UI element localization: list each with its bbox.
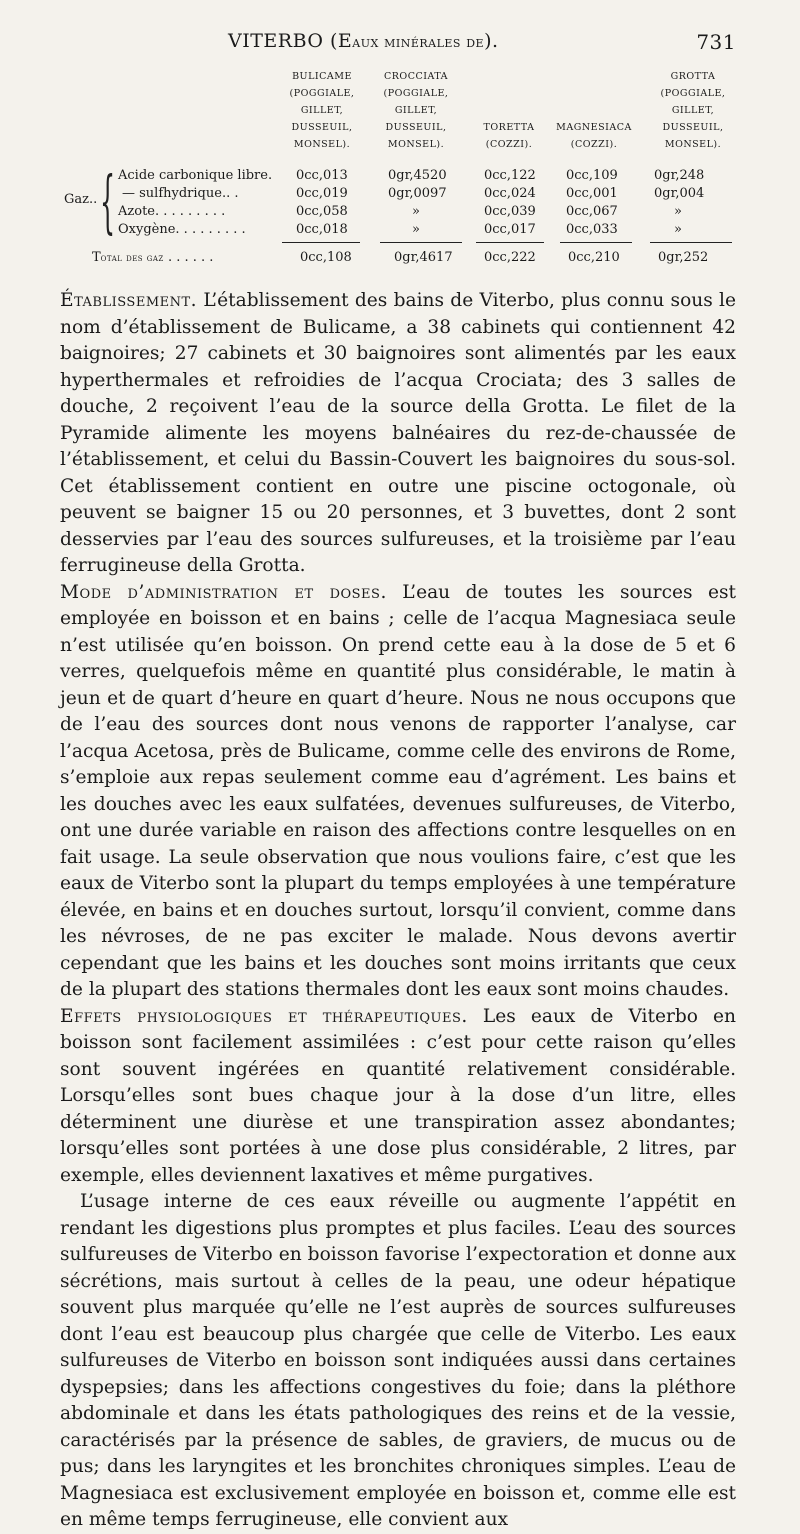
total-label <box>92 250 213 265</box>
col-line: BULICAME <box>292 71 352 82</box>
cell: 0cc,109 <box>566 168 618 183</box>
paragraph-etablissement <box>60 288 736 580</box>
sum-rule <box>380 242 462 243</box>
title-main: VITERBO ( <box>228 30 338 52</box>
section-heading: Établissement. <box>60 290 198 311</box>
paragraph-effets <box>60 1004 736 1190</box>
cell: 0cc,058 <box>296 204 348 219</box>
cell: 0gr,4520 <box>388 168 447 183</box>
cell: 0cc,013 <box>296 168 348 183</box>
col-line: DUSSEUIL, <box>291 122 353 133</box>
table-row <box>60 168 736 188</box>
cell: 0cc,017 <box>484 222 536 237</box>
col-line: MONSEL). <box>387 139 445 150</box>
col-line: MONSEL). <box>664 139 722 150</box>
body-text <box>60 288 736 1534</box>
running-title <box>228 30 499 52</box>
row-label: — sulfhydrique.. . <box>122 186 239 201</box>
sum-rule <box>476 242 544 243</box>
cell: 0cc,024 <box>484 186 536 201</box>
column-header-bulicame <box>282 68 362 153</box>
col-line: (COZZI). <box>485 139 533 150</box>
paragraph-mode-administration <box>60 580 736 1004</box>
cell: » <box>674 222 682 237</box>
paragraph-text: L’usage interne de ces eaux réveille ou augmente l’appétit en rendant les digestions plus promptes et plus faciles. L’eau des sources sulfureuses de Viterbo en boisson favorise l’expectoration et donne aux sécrétions, mais surtout à celles de la peau, une odeur hépatique souvent plus marquée qu’elle ne l’est auprès de sources sulfureuses dont l’eau est beaucoup plus chargée que celle de Viterbo. Les eaux sulfureuses de Viterbo en boisson sont indiquées aussi dans certaines dyspepsies; dans les affections congestives du foie; dans la pléthore abdominale et dans les états pathologiques des reins et de la vessie, caractérisés par la présence de sables, de graviers, de mucus ou de pus; dans les laryngites et les bronchites chroniques simples. L’eau de Magnesiaca est exclusivement employée en boisson et, comme elle est en même temps ferrugineuse, elle convient aux <box>60 1191 736 1530</box>
total-cell: 0gr,4617 <box>394 250 453 265</box>
cell: 0cc,039 <box>484 204 536 219</box>
title-end: ). <box>484 30 499 52</box>
col-line: (COZZI). <box>570 139 618 150</box>
total-cell: 0cc,108 <box>300 250 352 265</box>
col-line: DUSSEUIL, <box>385 122 447 133</box>
page-number: 731 <box>696 30 736 54</box>
row-label: Oxygène. . . . . . . . . <box>118 222 246 237</box>
paragraph-text: Les eaux de Viterbo en boisson sont facilement assimilées : c’est pour cette raison qu’elles sont souvent ingérées en quantité relativement considérable. Lorsqu’elles sont bues chaque jour à la dose d’un litre, elles déterminent une diurèse et une transpiration assez abondantes; lorsqu’elles sont portées à une dose plus considérable, 2 litres, par exemple, elles deviennent laxatives et même purgatives. <box>60 1005 736 1186</box>
table-row <box>60 222 736 242</box>
column-header-toretta <box>474 119 544 153</box>
sum-rule <box>650 242 732 243</box>
total-cell: 0gr,252 <box>658 250 709 265</box>
total-smallcaps: otal des gaz <box>100 253 164 264</box>
col-line: (POGGIALE, <box>660 88 726 99</box>
column-header-grotta <box>650 68 736 153</box>
sum-rule <box>560 242 632 243</box>
total-dots: . . . . . . <box>167 250 214 265</box>
cell: 0gr,0097 <box>388 186 447 201</box>
cell: 0cc,019 <box>296 186 348 201</box>
cell: 0cc,033 <box>566 222 618 237</box>
total-cap: T <box>92 250 101 265</box>
cell: 0cc,122 <box>484 168 536 183</box>
col-line: GILLET, <box>300 105 344 116</box>
paragraph-text: L’établissement des bains de Viterbo, plus connu sous le nom d’établissement de Bulicame, a 38 cabinets qui contiennent 42 baignoires; 27 cabinets et 30 baignoires sont alimentés par les eaux hyperthermales et refroidies de l’acqua Crociata; des 3 salles de douche, 2 reçoivent l’eau de la source della Grotta. Le filet de la Pyramide alimente les moyens balnéaires du rez-de-chaussée de l’établissement, et celui du Bassin-Couvert les baignoires du sous-sol. Cet établissement contient en outre une piscine octogonale, où peuvent se baigner 15 ou 20 personnes, et 3 buvettes, dont 2 sont desservies par l’eau des sources sulfureuses, et la troisième par l’eau ferrugineuse della Grotta. <box>60 290 736 576</box>
cell: 0cc,067 <box>566 204 618 219</box>
col-line: GROTTA <box>670 71 716 82</box>
total-cell: 0cc,210 <box>568 250 620 265</box>
gas-group-label: Gaz.. <box>64 192 98 207</box>
col-line: CROCCIATA <box>383 71 449 82</box>
total-cell: 0cc,222 <box>484 250 536 265</box>
cell: 0gr,004 <box>654 186 705 201</box>
col-line: DUSSEUIL, <box>662 122 724 133</box>
cell: » <box>412 222 420 237</box>
col-line: MONSEL). <box>293 139 351 150</box>
col-line: MAGNESIACA <box>556 122 632 133</box>
section-heading: Effets physiologiques et thérapeutiques. <box>60 1005 468 1027</box>
analysis-table <box>60 68 736 268</box>
paragraph-text: L’eau de toutes les sources est employée en boisson et en bains ; celle de l’acqua Magnesiaca seule n’est utilisée qu’en boisson. On prend cette eau à la dose de 5 et 6 verres, quelquefois même en quantité plus considérable, le matin à jeun et de quart d’heure en quart d’heure. Nous ne nous occupons que de l’eau des sources dont nous venons de rapporter l’analyse, car l’acqua Acetosa, près de Bulicame, comme celle des environs de Rome, s’emploie aux repas seulement comme eau d’agrément. Les bains et les douches avec les eaux sulfatées, devenues sulfureuses, de Viterbo, ont une durée variable en raison des affections contre lesquelles on en fait usage. La seule observation que nous voulions faire, c’est que les eaux de Viterbo sont la plupart du temps employées à une température élevée, en bains et en douches surtout, lorsqu’il convient, comme dans les névroses, de ne pas exciter le malade. Nous devons avertir cependant que les bains et les douches sont moins irritants que ceux de la plupart des stations thermales dont les eaux sont moins chaudes. <box>60 581 736 1000</box>
running-header <box>60 30 736 62</box>
cell: » <box>412 204 420 219</box>
brace-mark: { <box>100 163 116 242</box>
col-line: GILLET, <box>394 105 438 116</box>
row-label: Azote. . . . . . . . . <box>118 204 226 219</box>
paragraph-usage-interne <box>60 1189 736 1534</box>
cell: 0gr,248 <box>654 168 705 183</box>
col-line: GILLET, <box>671 105 715 116</box>
sum-rule <box>282 242 360 243</box>
col-line: (POGGIALE, <box>383 88 449 99</box>
cell: » <box>674 204 682 219</box>
column-header-crocciata <box>376 68 456 153</box>
cell: 0cc,001 <box>566 186 618 201</box>
col-line: TORETTA <box>483 122 535 133</box>
section-heading: Mode d’administration et doses. <box>60 581 387 603</box>
title-smallcaps: aux minérales de <box>352 33 485 51</box>
table-row <box>60 186 736 206</box>
title-cap: E <box>337 30 353 52</box>
table-row <box>60 204 736 224</box>
row-label: Acide carbonique libre. <box>118 168 273 183</box>
cell: 0cc,018 <box>296 222 348 237</box>
total-row <box>60 250 736 270</box>
column-header-magnesiaca <box>554 119 634 153</box>
col-line: (POGGIALE, <box>289 88 355 99</box>
